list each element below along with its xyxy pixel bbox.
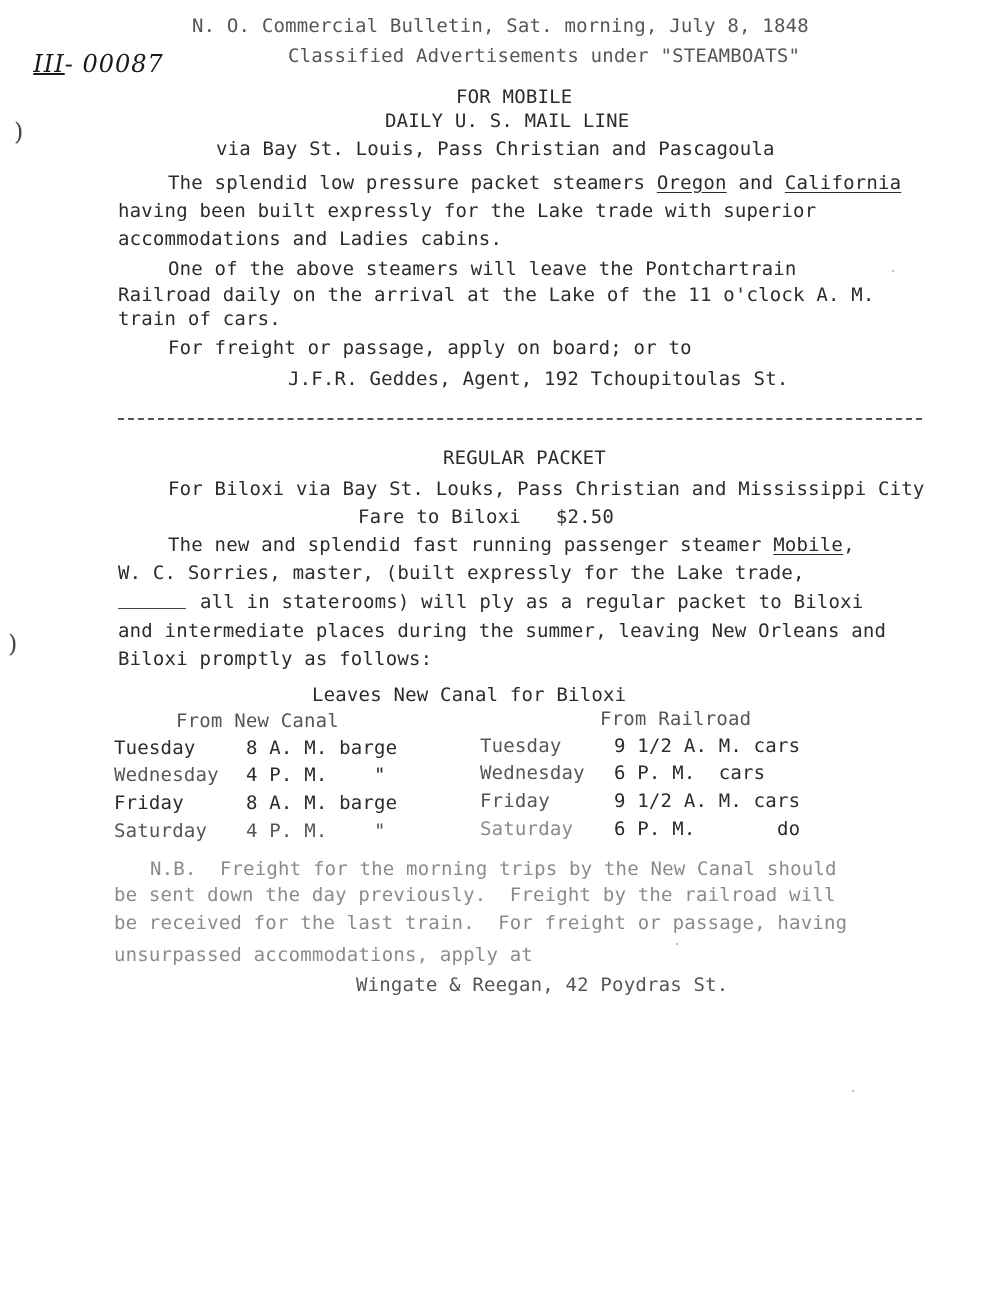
schedule-col-head-railroad: From Railroad <box>600 708 752 730</box>
ad2-fare: Fare to Biloxi $2.50 <box>358 506 615 528</box>
nb-paragraph-line: N.B. Freight for the morning trips by the New Canal should <box>150 858 837 880</box>
archive-stamp-number: - 00087 <box>64 50 164 78</box>
ship-name-california: California <box>784 172 902 194</box>
schedule-row-time: 4 P. M. " <box>246 820 386 842</box>
schedule-row-time: 6 P. M. cars <box>614 762 766 784</box>
nb-paragraph-line: be sent down the day previously. Freight by the railroad will <box>114 884 836 906</box>
ad1-paragraph-line: The splendid low pressure packet steamers Oregon and California <box>168 172 902 194</box>
blank-line <box>118 608 186 609</box>
ad2-paragraph-line: all in staterooms) will ply as a regular packet to Biloxi <box>200 591 864 613</box>
schedule-row: Tuesday <box>114 737 196 759</box>
ad1-agent: J.F.R. Geddes, Agent, 192 Tchoupitoulas St. <box>288 368 789 390</box>
schedule-row: Saturday <box>480 818 574 840</box>
schedule-row: Friday <box>114 792 184 814</box>
schedule-row: Saturday <box>114 820 208 842</box>
schedule-row-time: 8 A. M. barge <box>246 737 398 759</box>
ship-name-mobile: Mobile <box>773 534 844 556</box>
paper-speck <box>676 943 678 945</box>
schedule-col-head-canal: From New Canal <box>176 710 339 732</box>
ad1-subtitle: DAILY U. S. MAIL LINE <box>385 110 630 132</box>
ad2-agent: Wingate & Reegan, 42 Poydras St. <box>356 974 729 996</box>
ad2-paragraph-line: and intermediate places during the summer, leaving New Orleans and <box>118 620 887 642</box>
ad1-paragraph-line: For freight or passage, apply on board; or to <box>168 337 692 359</box>
schedule-row-time: 8 A. M. barge <box>246 792 398 814</box>
nb-paragraph-line: be received for the last train. For freight or passage, having <box>114 912 848 934</box>
source-header: N. O. Commercial Bulletin, Sat. morning, July 8, 1848 <box>192 15 809 37</box>
section-divider <box>118 418 922 420</box>
ad2-paragraph-line: W. C. Sorries, master, (built expressly for the Lake trade, <box>118 562 805 584</box>
ad2-paragraph-line: Biloxi promptly as follows: <box>118 648 433 670</box>
paper-speck <box>892 270 894 272</box>
schedule-row: Tuesday <box>480 735 562 757</box>
ad2-paragraph-line: The new and splendid fast running passenger steamer Mobile, <box>168 534 855 556</box>
ad2-title: REGULAR PACKET <box>443 447 606 469</box>
ad2-route: For Biloxi via Bay St. Louks, Pass Christian and Mississippi City <box>168 478 925 500</box>
ad1-paragraph-line: train of cars. <box>118 308 281 330</box>
archive-stamp <box>16 22 164 78</box>
schedule-row-time: 9 1/2 A. M. cars <box>614 735 801 757</box>
paper-speck <box>852 1090 854 1092</box>
schedule-row: Friday <box>480 790 550 812</box>
ad1-paragraph-line: having been built expressly for the Lake trade with superior <box>118 200 817 222</box>
schedule-row-time: 4 P. M. " <box>246 764 386 786</box>
ad1-paragraph-line: accommodations and Ladies cabins. <box>118 228 503 250</box>
nb-paragraph-line: unsurpassed accommodations, apply at <box>114 944 534 966</box>
schedule-row-time: 9 1/2 A. M. cars <box>614 790 801 812</box>
ad1-paragraph-line: One of the above steamers will leave the Pontchartrain <box>168 258 797 280</box>
schedule-title: Leaves New Canal for Biloxi <box>312 684 627 706</box>
margin-paren-mark: ) <box>8 630 18 658</box>
ship-name-oregon: Oregon <box>656 172 727 194</box>
margin-paren-mark: ) <box>14 118 24 146</box>
schedule-row: Wednesday <box>480 762 585 784</box>
ad1-route: via Bay St. Louis, Pass Christian and Pascagoula <box>216 138 775 160</box>
archive-stamp-roman: III <box>33 50 65 78</box>
ad1-title: FOR MOBILE <box>456 86 573 108</box>
schedule-row: Wednesday <box>114 764 219 786</box>
ad1-paragraph-line: Railroad daily on the arrival at the Lake of the 11 o'clock A. M. <box>118 284 875 306</box>
source-subheader: Classified Advertisements under "STEAMBOATS" <box>288 45 801 67</box>
schedule-row-time: 6 P. M. do <box>614 818 801 840</box>
